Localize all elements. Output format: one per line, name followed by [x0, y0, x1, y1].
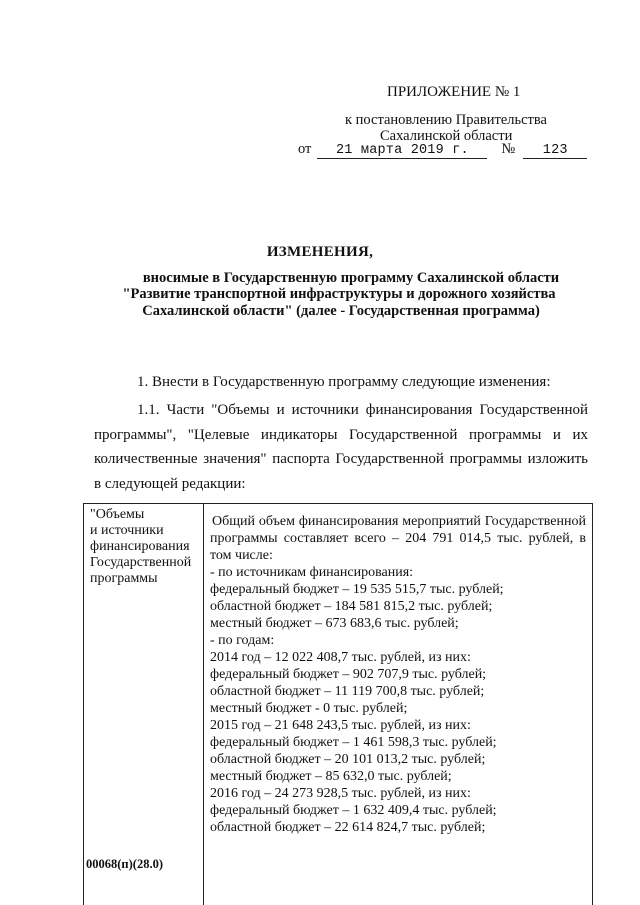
decree-number-value: 123 [523, 143, 587, 159]
funding-line: местный бюджет – 85 632,0 тыс. рублей; [210, 769, 452, 784]
funding-line: - по источникам финансирования: [210, 565, 414, 580]
funding-line: федеральный бюджет – 902 707,9 тыс. рублей; [210, 667, 487, 682]
decree-reference-line-2: Сахалинской области [380, 128, 513, 144]
document-subtitle-line-2: "Развитие транспортной инфраструктуры и дорожного хозяйства [122, 286, 556, 302]
funding-line: местный бюджет – 673 683,6 тыс. рублей; [210, 616, 459, 631]
funding-line: 2015 год – 21 648 243,5 тыс. рублей, из них: [210, 718, 471, 733]
number-label: № [501, 141, 516, 157]
funding-line: областной бюджет – 11 119 700,8 тыс. рублей; [210, 684, 485, 699]
table-label-cell [90, 507, 202, 587]
funding-line: местный бюджет - 0 тыс. рублей; [210, 701, 408, 716]
label-line: "Объемы [90, 507, 145, 522]
document-title: ИЗМЕНЕНИЯ, [266, 244, 374, 260]
funding-line: 2016 год – 24 273 928,5 тыс. рублей, из них: [210, 786, 471, 801]
funding-line: областной бюджет – 22 614 824,7 тыс. рублей; [210, 820, 486, 835]
label-line: финансирования [90, 539, 190, 554]
label-line: и источники [90, 523, 164, 538]
funding-table [83, 503, 593, 905]
funding-line: - по годам: [210, 633, 275, 648]
decree-date-row [298, 141, 587, 159]
funding-line: федеральный бюджет – 1 461 598,3 тыс. рублей; [210, 735, 497, 750]
table-column-divider [203, 504, 204, 905]
appendix-title: ПРИЛОЖЕНИЕ № 1 [387, 84, 521, 100]
table-content-cell [210, 513, 586, 836]
label-line: программы [90, 571, 158, 586]
decree-date-value: 21 марта 2019 г. [317, 143, 487, 159]
funding-line: федеральный бюджет – 1 632 409,4 тыс. рублей; [210, 803, 497, 818]
document-subtitle-line-3: Сахалинской области" (далее - Государственная программа) [142, 303, 540, 319]
label-line: Государственной [90, 555, 192, 570]
funding-total-text: Общий объем финансирования мероприятий Государственной программы составляет всего – 204 791 014,5 тыс. рублей, в том числе: [210, 514, 586, 563]
paragraph-1: 1. Внести в Государственную программу следующие изменения: [137, 374, 551, 390]
document-subtitle-line-1: вносимые в Государственную программу Сахалинской области [142, 270, 560, 286]
funding-line: областной бюджет – 184 581 815,2 тыс. рублей; [210, 599, 493, 614]
funding-line: 2014 год – 12 022 408,7 тыс. рублей, из них: [210, 650, 471, 665]
date-label: от [298, 141, 312, 157]
funding-line: федеральный бюджет – 19 535 515,7 тыс. рублей; [210, 582, 504, 597]
funding-line: областной бюджет – 20 101 013,2 тыс. рублей; [210, 752, 486, 767]
document-code: 00068(п)(28.0) [86, 857, 163, 871]
decree-reference-line-1: к постановлению Правительства [345, 112, 547, 128]
paragraph-1-1: 1.1. Части "Объемы и источники финансирования Государственной программы", "Целевые индикаторы Государственной программы и их количественные значения" паспорта Государственной программы изложить в следующей редакции: [94, 402, 588, 492]
